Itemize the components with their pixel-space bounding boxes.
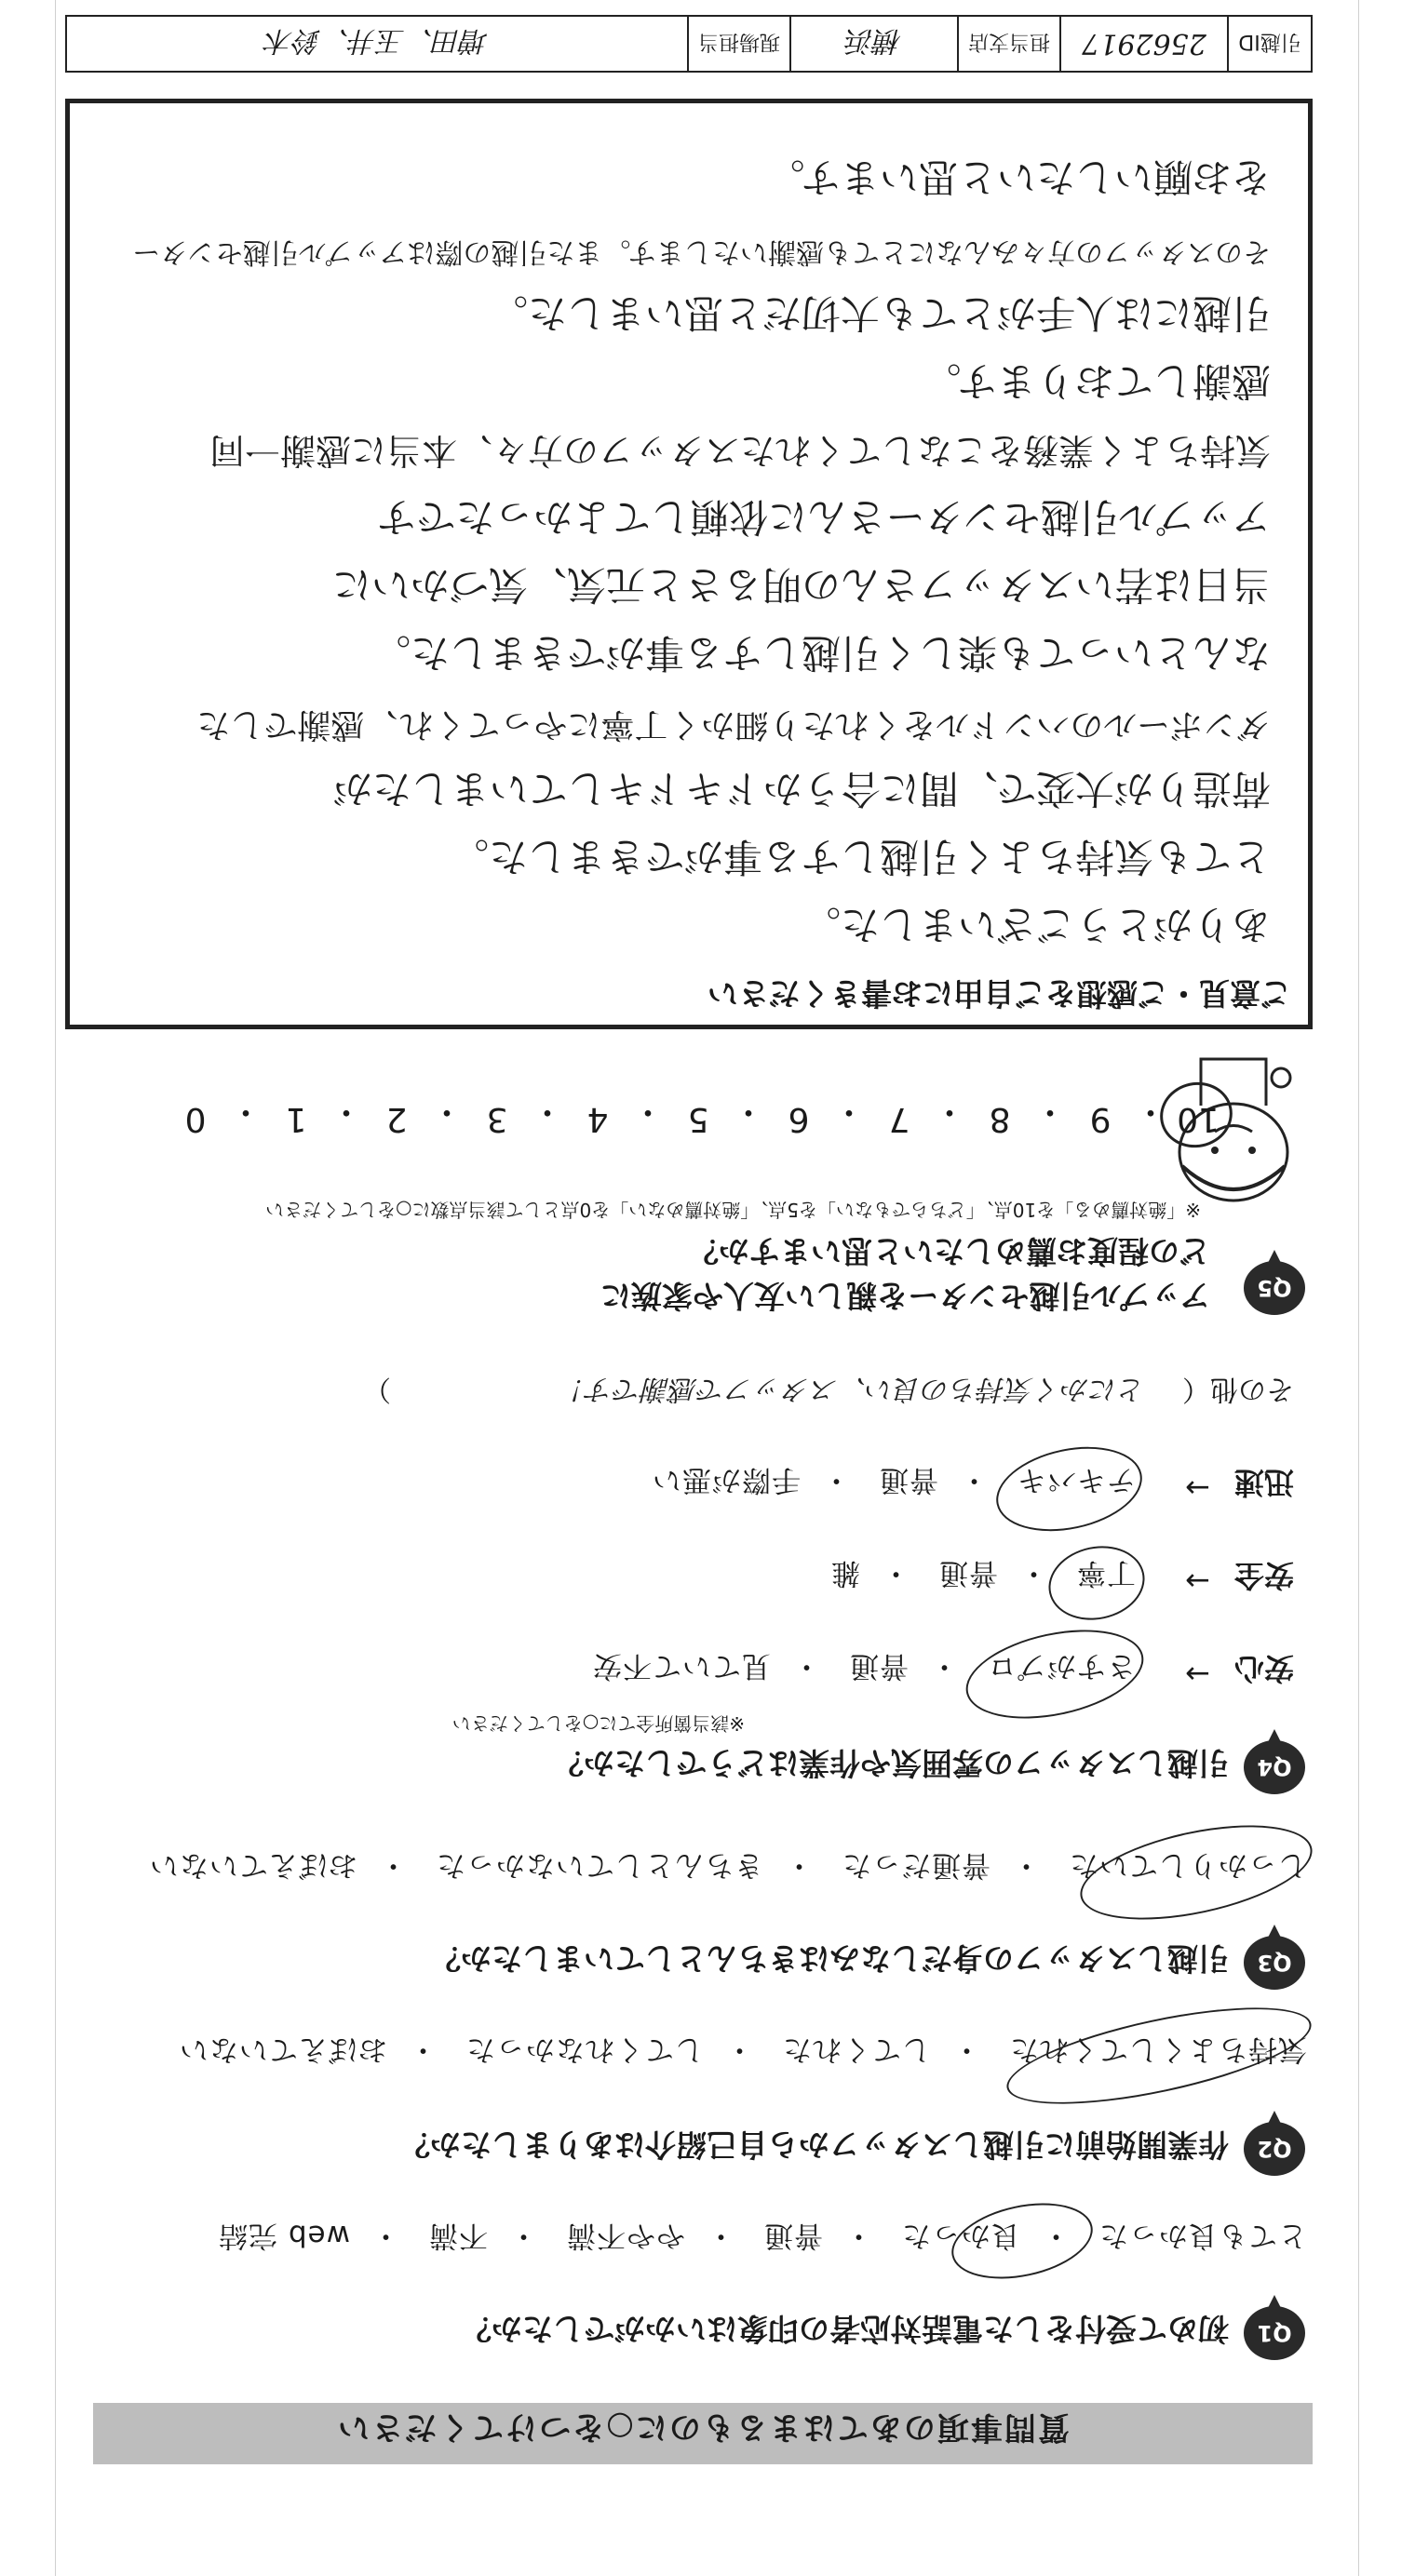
comment-line: アップル引越センターさんに依頼してよかったです [377,494,1271,540]
comment-line: ありがとうございました。 [801,902,1271,947]
q2-selection-circle [1000,1988,1319,2124]
q5-question-line2: どの程度お薦めしたいと思いますか？ [688,1233,1210,1269]
q4-option[interactable]: 普通 [879,1463,938,1496]
instruction-banner-text: 質問事項のあてはまるものに○をつけてください [336,2408,1070,2446]
footer-id-value: 2562917 [1059,17,1227,71]
separator-dot: ・ [1133,1093,1167,1131]
q4-badge: Q4 [1244,1740,1305,1794]
q4-arrow-icon: → [1185,1470,1210,1506]
comment-line: 気持ちよく業務をこなしてくれたスタッフの方々、本当に感謝一同 [209,430,1271,471]
footer-staff-label: 現場担当 [687,17,789,71]
separator-dot: ・ [630,1093,665,1131]
separator-dot: ・ [1018,1556,1048,1590]
separator-dot: ・ [508,2219,538,2252]
q1-option[interactable]: 普通 [763,2219,823,2252]
q5-score-option[interactable]: 8 [989,1100,1011,1138]
q4-option-selected[interactable]: 丁寧 [1076,1556,1136,1590]
separator-dot: ・ [530,1093,564,1131]
footer-staff-value: 増田、玉井、鈴木 [265,24,489,57]
comment-line: 荷造りが大変で、間に合うかドキドキしていましたが [332,766,1271,812]
separator-dot: ・ [881,1556,910,1590]
q5-badge: Q5 [1244,1261,1305,1315]
q2-option[interactable]: おぼえていない [179,2033,387,2066]
q5-score-option[interactable]: 3 [486,1100,508,1138]
q4-option[interactable]: 雑 [830,1556,860,1590]
q4-note: ※該当箇所全てに○をしてください [451,1712,745,1735]
q4-option[interactable]: 手際が悪い [652,1463,801,1496]
q1-option[interactable]: web 完結 [218,2219,350,2252]
q5-score-selected[interactable]: 10 [1177,1100,1220,1138]
separator-dot: ・ [724,2033,754,2066]
q3-option[interactable]: おぼえていない [149,1848,357,1882]
q1-option-selected[interactable]: 良かった [901,2219,1020,2252]
q5-score-option[interactable]: 1 [285,1100,307,1138]
separator-dot: ・ [731,1093,765,1131]
separator-dot: ・ [378,1848,408,1882]
q4-anshin-selection-circle [958,1616,1152,1733]
q2-question: 作業開始前に引越しスタッフから自己紹介はありましたか？ [399,2127,1229,2163]
q3-option[interactable]: きちんとしていなかった [436,1848,763,1882]
q5-score-option[interactable]: 2 [385,1100,408,1138]
separator-dot: ・ [408,2033,438,2066]
q4-other-close: ） [363,1373,391,1405]
q3-question: 引越しスタッフの身だしなみはきちんとしていましたか？ [430,1940,1229,1977]
q4-anzen-selection-circle [1042,1537,1152,1629]
q2-option-selected[interactable]: 気持ちよくしてくれた [1009,2033,1307,2066]
q2-option[interactable]: してくれた [782,2033,931,2066]
comment-line: なんといっても楽しく引越しする事ができました。 [371,630,1271,676]
q5-question-line1: アップル引越センターを親しい友人や家族に [600,1278,1210,1314]
q5-score-option[interactable]: 6 [788,1100,810,1138]
footer-branch-label: 担当支店 [957,17,1059,71]
q5-score-option[interactable]: 0 [184,1100,207,1138]
q4-other-line [363,1372,1294,1413]
q5-score-option[interactable]: 4 [586,1100,609,1138]
separator-dot: ・ [329,1093,363,1131]
q4-option[interactable]: 普通 [849,1649,909,1683]
q1-badge: Q1 [1244,2306,1305,2360]
sheet-edge-right [55,0,56,2576]
q4-arrow-icon: → [1185,1563,1210,1599]
q2-badge: Q2 [1244,2122,1305,2176]
q5-note: ※「絶対薦める」を10点、「どちらでもない」を5点、「絶対薦めない」を0点として該当点数に○をしてください [265,1199,1201,1221]
q1-question: 初めて受付をした電話対応者の印象はいかがでしたか？ [461,2311,1229,2347]
separator-dot: ・ [1041,2219,1071,2252]
q4-option[interactable]: 見ていて不安 [592,1649,771,1683]
q1-option[interactable]: やや不満 [566,2219,685,2252]
instruction-banner [93,2403,1313,2464]
comment-line: ダンボールのハンドルをくれたり細かく丁寧にやってくれ、感謝でした [196,705,1271,744]
q5-score-option[interactable]: 7 [888,1100,910,1138]
q4-row-label-jinsoku: 迅速 [1233,1465,1294,1500]
q5-score-option[interactable]: 5 [687,1100,709,1138]
sheet-edge-left [1358,0,1359,2576]
comment-line: そのスタッフの方々みんなにとても感謝いたします。また引越の際はアップル引越センター [131,235,1271,268]
comments-box [65,99,1313,1029]
separator-dot: ・ [371,2219,400,2252]
q3-selection-circle [1072,1808,1321,1938]
q4-row-label-anzen: 安全 [1233,1558,1294,1593]
separator-dot: ・ [706,2219,735,2252]
q4-other-handwritten: とにかく気持ちの良い、スタッフで感謝です！ [558,1373,1146,1405]
q3-option-selected[interactable]: しっかりしていた [1069,1848,1307,1882]
q2-option[interactable]: してくれなかった [465,2033,704,2066]
q4-option-selected[interactable]: テキパキ [1017,1463,1136,1496]
q4-arrow-icon: → [1185,1657,1210,1692]
q4-other-label: その他（ [1182,1373,1294,1405]
q3-badge: Q3 [1244,1936,1305,1990]
q1-option[interactable]: とても良かった [1098,2219,1307,2252]
separator-dot: ・ [784,1848,814,1882]
separator-dot: ・ [951,2033,981,2066]
footer-info-table [65,15,1313,73]
comment-line: をお願いしたいと思います。 [765,154,1271,200]
separator-dot: ・ [932,1093,966,1131]
comment-line: 引越には人手がとても大切だと思いました。 [488,290,1271,336]
separator-dot: ・ [831,1093,866,1131]
footer-id-label: 引越ID [1227,17,1311,71]
separator-dot: ・ [429,1093,464,1131]
q4-row-label-anshin: 安心 [1233,1651,1294,1686]
q4-jinsoku-selection-circle [989,1434,1150,1543]
separator-dot: ・ [791,1649,821,1683]
separator-dot: ・ [843,2219,873,2252]
separator-dot: ・ [929,1649,959,1683]
q4-option[interactable]: 普通 [938,1556,998,1590]
separator-dot: ・ [228,1093,263,1131]
q4-option-selected[interactable]: さすがプロ [987,1649,1136,1683]
separator-dot: ・ [1011,1848,1041,1882]
comment-line: 当日は若いスタッフさんの明るさと元気、気づかいに [331,562,1271,608]
comment-line: とても気持ちよく引越しする事ができました。 [449,834,1271,879]
q5-score-option[interactable]: 9 [1089,1100,1112,1138]
comment-line: 感謝しております。 [922,358,1271,404]
separator-dot: ・ [821,1463,851,1496]
q1-options [210,2218,1307,2260]
q3-option[interactable]: 普通だった [842,1848,990,1882]
footer-branch-value: 横浜 [789,17,957,71]
q4-question: 引越しスタッフの雰囲気や作業はどうでしたか？ [553,1745,1229,1781]
q1-option[interactable]: 不満 [428,2219,488,2252]
separator-dot: ・ [959,1463,989,1496]
comments-title: ご意見・ご感想をご自由にお書きください [708,975,1291,1012]
separator-dot: ・ [1032,1093,1067,1131]
q1-selection-circle [945,2192,1099,2290]
